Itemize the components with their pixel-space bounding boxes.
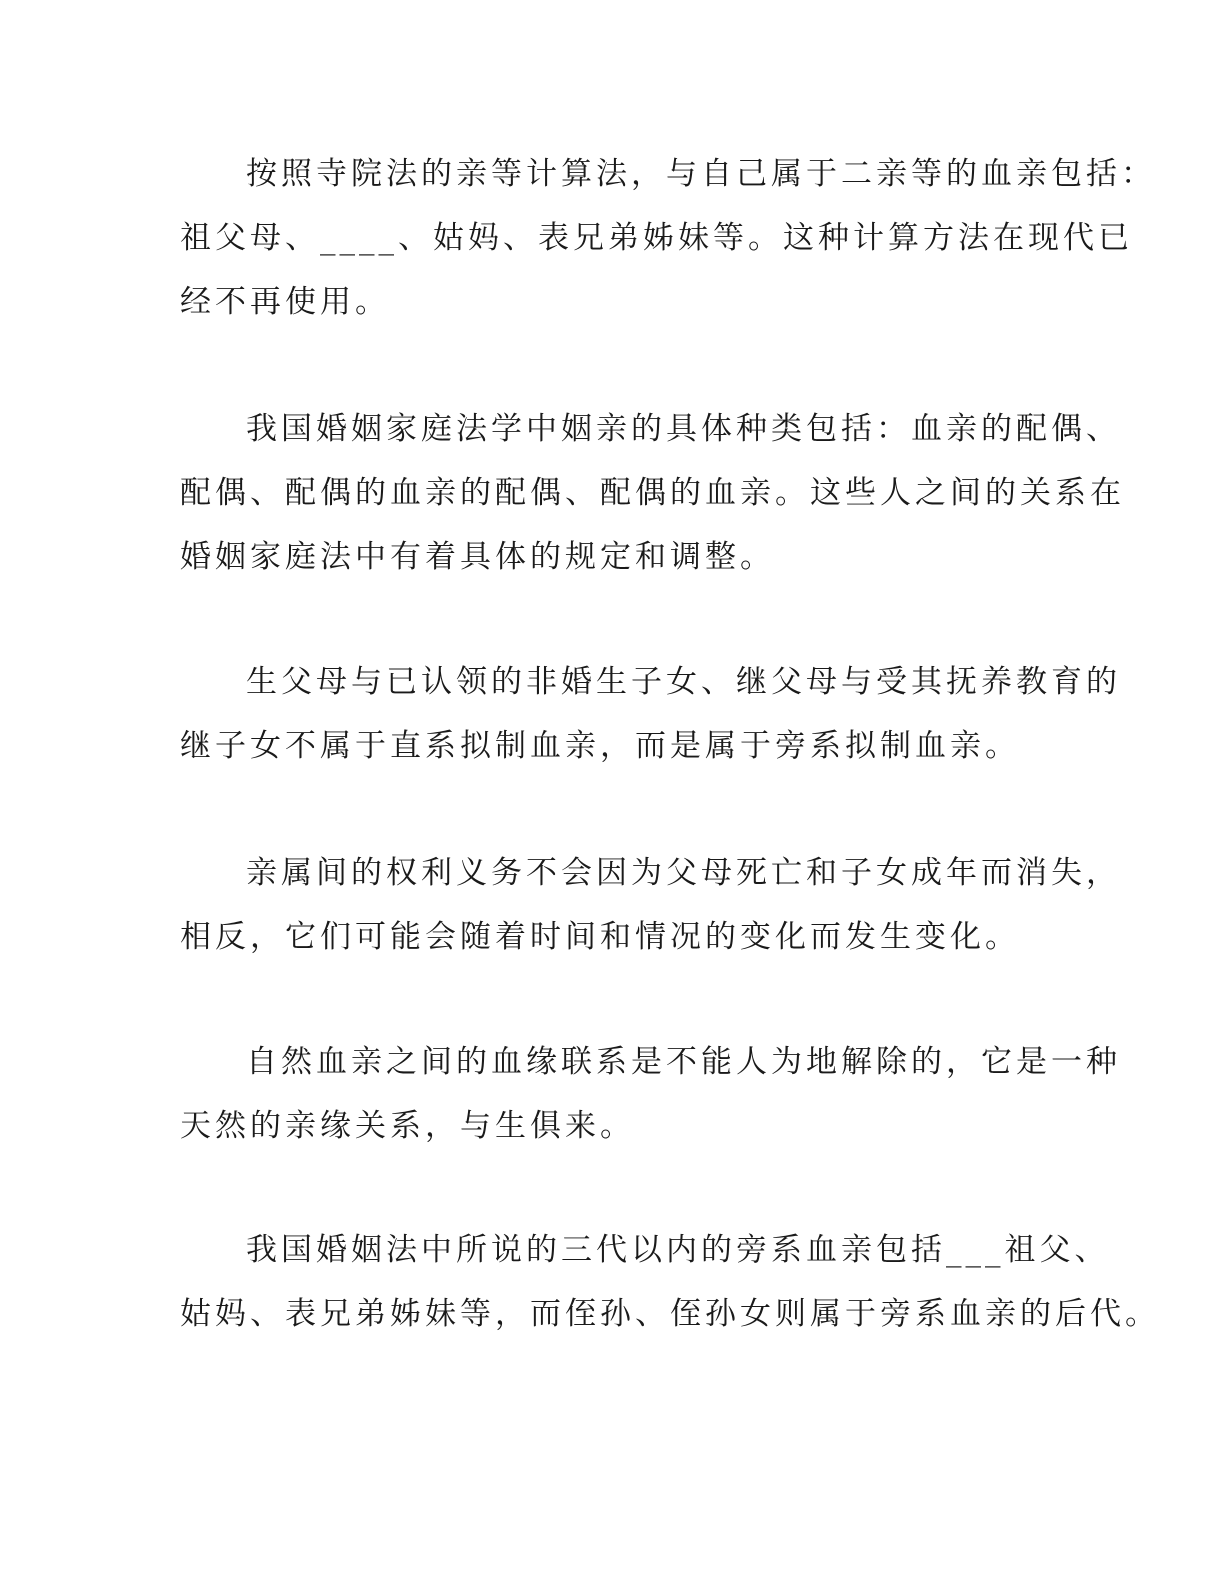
paragraph-line: 亲属间的权利义务不会因为父母死亡和子女成年而消失，	[246, 855, 1121, 891]
paragraph-line: 自然血亲之间的血缘联系是不能人为地解除的，它是一种	[246, 1044, 1121, 1080]
paragraph-line: 天然的亲缘关系，与生俱来。	[180, 1108, 635, 1144]
paragraph-line: 按照寺院法的亲等计算法，与自己属于二亲等的血亲包括：	[246, 156, 1156, 192]
paragraph-line: 祖父母、____、姑妈、表兄弟姊妹等。这种计算方法在现代已	[180, 220, 1133, 256]
paragraph-line: 生父母与已认领的非婚生子女、继父母与受其抚养教育的	[246, 664, 1121, 700]
paragraph-line: 配偶、配偶的血亲的配偶、配偶的血亲。这些人之间的关系在	[180, 475, 1125, 511]
paragraph-line: 我国婚姻法中所说的三代以内的旁系血亲包括___祖父、	[246, 1232, 1110, 1268]
paragraph-line: 继子女不属于直系拟制血亲，而是属于旁系拟制血亲。	[180, 728, 1020, 764]
paragraph-line: 相反，它们可能会随着时间和情况的变化而发生变化。	[180, 919, 1020, 955]
paragraph-fictive-kinship	[180, 650, 1121, 778]
paragraph-line: 姑妈、表兄弟姊妹等，而侄孙、侄孙女则属于旁系血亲的后代。	[180, 1296, 1160, 1332]
paragraph-line: 我国婚姻家庭法学中姻亲的具体种类包括：血亲的配偶、	[246, 411, 1121, 447]
paragraph-line: 经不再使用。	[180, 284, 390, 320]
paragraph-collateral-relatives	[180, 1218, 1160, 1346]
paragraph-consanguinity-calculation	[180, 142, 1156, 334]
paragraph-natural-blood-relation	[180, 1030, 1121, 1158]
paragraph-affinity-types	[180, 397, 1125, 589]
paragraph-line: 婚姻家庭法中有着具体的规定和调整。	[180, 539, 775, 575]
paragraph-rights-obligations	[180, 841, 1121, 969]
